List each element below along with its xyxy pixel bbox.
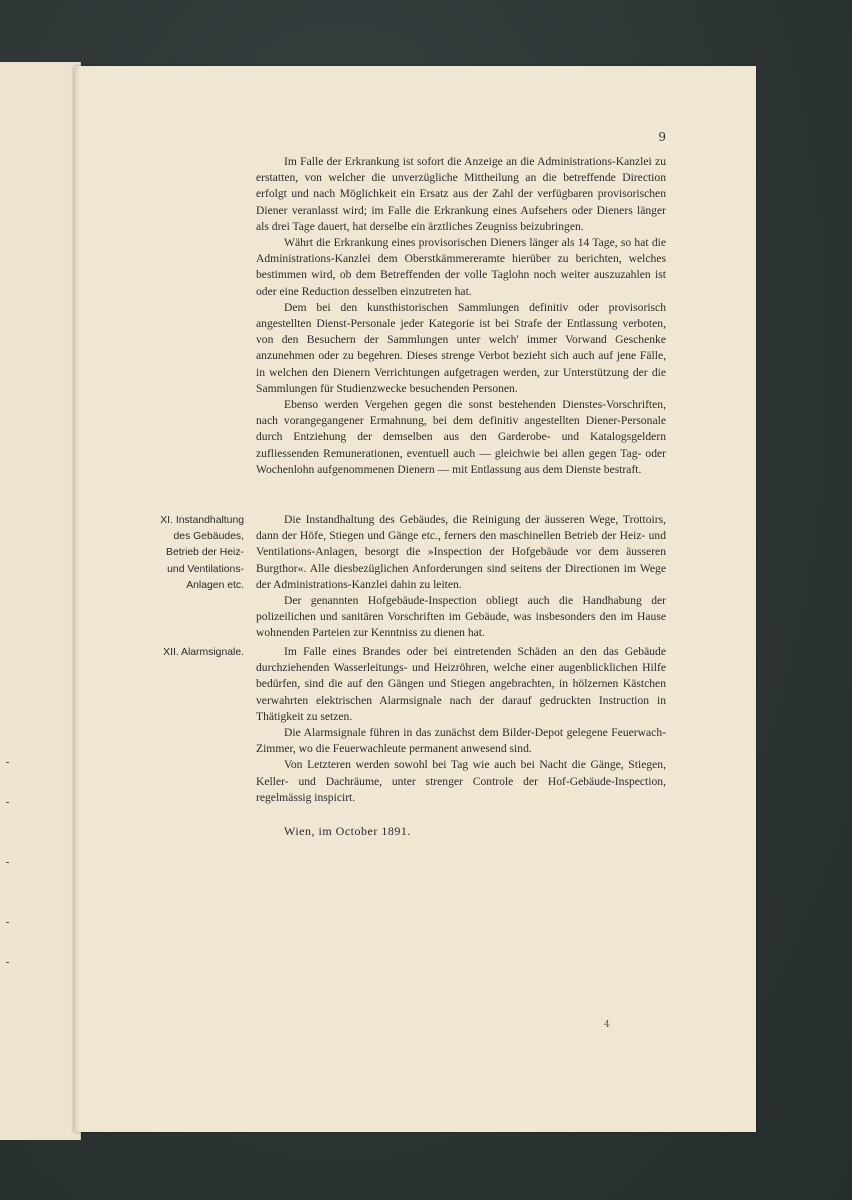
paragraph: Der genannten Hofgebäude-Inspection obliegt auch die Handhabung der polizeilichen und sanitären Vorschriften im Gebäude, was insbesonders den im Hause wohnenden Parteien zur Kenntniss zu dienen hat. [256, 594, 666, 640]
document-page [74, 66, 756, 1132]
page-number: 9 [658, 130, 666, 144]
section-xi-heading [134, 513, 244, 594]
print-mark [6, 862, 9, 863]
print-mark [6, 922, 9, 923]
paragraph: Währt die Erkrankung eines provisorischen Dieners länger als 14 Tage, so hat die Administrations-Kanzlei dem Oberstkämmereramte hierüber zu berichten, welches bestimmen wird, ob dem Betreffenden der volle Taglohn noch weiter auszuzahlen ist oder eine Reduction desselben einzutreten hat. [256, 236, 666, 298]
paragraph: Dem bei den kunsthistorischen Sammlungen definitiv oder provisorisch angestellten Dienst-Personale jeder Kategorie ist bei Strafe der Entlassung verboten, von den Besuchern der Sammlungen unter welch' immer Vorwand Geschenke anzunehmen oder zu begehren. Dieses strenge Verbot bezieht sich auch auf jene Fälle, in welchen den Dienern Verrichtungen aufgetragen werden, zur Unterstützung der die Sammlungen für Studienzwecke besuchenden Personen. [256, 300, 666, 395]
signature-mark: 4 [604, 1020, 610, 1030]
paragraph: Von Letzteren werden sowohl bei Tag wie auch bei Nacht die Gänge, Stiegen, Keller- und Dachräume, unter strenger Controle der Hof-Gebäude-Inspection, regelmässig inspicirt. [256, 758, 666, 804]
heading-line: und Ventilations- [167, 563, 244, 575]
heading-line: Betrieb der Heiz- [166, 547, 244, 559]
paragraph: Die Instandhaltung des Gebäudes, die Reinigung der äusseren Wege, Trottoirs, dann der Höfe, Stiegen und Gänge etc., ferners den maschinellen Betrieb der Heiz- und Ventilations-Anlagen, besorgt die »Inspection der Hofgebäude vor dem äusseren Burgthor«. Alle diesbezüglichen Anforderungen sind seitens der Directionen im Wege der Administrations-Kanzlei dahin zu leiten. [256, 513, 666, 591]
print-mark [6, 962, 9, 963]
print-mark [6, 802, 9, 803]
paragraph: Die Alarmsignale führen in das zunächst dem Bilder-Depot gelegene Feuerwach-Zimmer, wo die Feuerwachleute permanent anwesend sind. [256, 726, 666, 756]
paragraph: Ebenso werden Vergehen gegen die sonst bestehenden Dienstes-Vorschriften, nach vorangegangener Ermahnung, bei dem definitiv angestellten Diener-Personale durch Entziehung der demselben aus den Garderobe- und Katalogsgeldern zufliessenden Remunerationen, eventuell auch — gleichwie bei allen gegen Tag- oder Wochenlohn aufgenommenen Dienern — mit Entlassung aus dem Dienste bestraft. [256, 398, 666, 476]
print-mark [6, 762, 9, 763]
section-xii-text [256, 644, 666, 806]
section-xi-text [256, 512, 666, 642]
body-text [256, 154, 666, 478]
heading-line: XI. Instandhaltung [160, 515, 244, 526]
heading-line: Anlagen etc. [186, 579, 244, 591]
page-fold-shadow [74, 66, 80, 1132]
heading-line: des Gebäudes, [173, 531, 244, 543]
paragraph: Im Falle der Erkrankung ist sofort die Anzeige an die Administrations-Kanzlei zu erstatten, von welcher die unverzügliche Mittheilung an die betreffende Direction erfolgt und nach Möglichkeit ein Ersatz aus der Zahl der verfügbaren provisorischen Diener veranlasst wird; im Falle die Erkrankung eines Aufsehers oder Dieners länger als drei Tage dauert, hat derselbe ein ärztliches Zeugniss beizubringen. [256, 155, 666, 233]
paragraph: Im Falle eines Brandes oder bei eintretenden Schäden an den das Gebäude durchziehenden Wasserleitungs- und Heizröhren, welche einer augenblicklichen Hilfe bedürfen, sind die auf den Gängen und Stiegen angebrachten, in hölzernen Kästchen verwahrten elektrischen Alarmsignale nach der darauf gedruckten Instruction in Thätigkeit zu setzen. [256, 645, 666, 723]
heading-line: XII. Alarmsignale. [163, 647, 244, 658]
facing-page-edge [0, 62, 81, 1140]
place-date-line: Wien, im October 1891. [284, 824, 411, 838]
section-xii-heading [134, 645, 244, 661]
